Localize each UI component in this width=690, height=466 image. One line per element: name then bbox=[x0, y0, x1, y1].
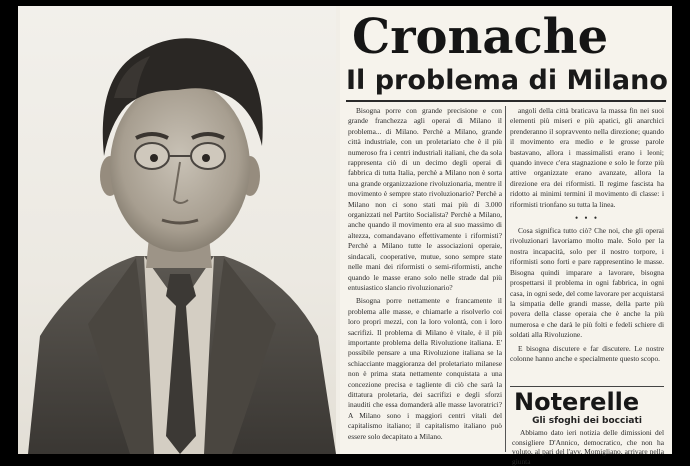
section-stars: • • • bbox=[575, 213, 599, 224]
paragraph: E bisogna discutere e far discutere. Le nostre colonne hanno anche e specialmente questo scopo. bbox=[510, 343, 664, 363]
portrait-photo bbox=[18, 6, 336, 454]
paragraph: Bisogna porre nettamente e francamente il problema alle masse, e chiamarle a risolverlo coi loro propri mezzi, con la loro volontà, con i loro sacrifizi. Il problema di Milano è vitale, è il più importante problema della Rivoluzione italiana. E' possibile pensare a una Rivoluzione italiana se la schiacciante maggioranza del proletariato milanese non è prima stata nettamente conquistata a una concezione precisa e tagliente di ciò che sarà la dittatura proletaria, dei sacrifizi e degli sforzi inauditi che essa domanderà alle masse lavoratrici? A Milano sono i maggiori centri vitali del capitalismo italiano; il capitalismo italiano può essere solo decapitato a Milano. bbox=[348, 296, 502, 441]
paragraph: Bisogna porre con grande precisione e con grande franchezza agli operai di Milano il problema... di Milano. Perchè a Milano, grande città industriale, con un proletariato che è il più numeroso fra i centri industriali italiani, che da sola rappresenta ciò di un decimo degli operai di fabbrica di tutta Italia, perchè a Milano non è sorta una grande organizzazione rivoluzionaria, mentre il movimento è sempre stato rivoluzionario? Perchè a Milano non ci sono stati mai più di 3.000 organizzati nel Partito Socialista? Perchè a Milano, anche quando il movimento era al suo massimo di altezza, comandavano effettivamente i riformisti? Perchè a Milano tutte le associazioni operaie, sindacali, cooperative, mutue, sono sempre state nelle mani dei riformisti o semi-riformisti, anche quando le masse erano solo nelle strade dal più entusiastico slancio rivoluzionario? bbox=[348, 106, 502, 292]
paragraph: Cosa significa tutto ciò? Che noi, che gli operai rivoluzionari lavoriamo molto male. Solo per la nostra incapacità, solo per il nostro torpore, i riformisti sono forti e pare rappresentino le masse. Bisogna quindi imparare a lavorare, bisogna prospettarsi il problema in ogni fabbrica, in ogni casa, in ogni sede, del come lavorare per acquistarsi la simpatia delle grandi masse, della parte più povera della classe operaia che è anche la più numerosa e che darà le più folti e fedeli schiere di soldati alla Rivoluzione. bbox=[510, 226, 664, 340]
headline-rule bbox=[346, 100, 666, 102]
article-headline: Il problema di Milano bbox=[346, 65, 668, 96]
notes-subheading: Gli sfoghi dei bocciati bbox=[532, 416, 642, 426]
masthead-title: Cronache bbox=[352, 9, 609, 65]
notes-paragraph: Abbiamo dato ieri notizia delle dimissioni del consigliere D'Annico, democratico, che non ha voluto, al pari del l'avv. Momigliano, arrivare nella giunta bbox=[512, 428, 664, 466]
article-column-left bbox=[348, 106, 502, 452]
column-divider bbox=[505, 106, 506, 452]
portrait-illustration bbox=[18, 6, 336, 454]
paragraph: angoli della città braticava la massa fin nei suoi elementi più miseri e più apatici, gli anarchici prenderanno il sopravvento nella direzione; quando il movimento era medio e le grosse parole bastavano, allora i massimalisti erano i leoni; quando invece c'era stagnazione e solo le forze più attive organizzate erano avanzate, allora la direzione era dei riformisti. Il regime fascista ha ridotto ai minimi termini il movimento di classe: i riformisti trionfano su tutta la linea. bbox=[510, 106, 664, 209]
notes-heading: Noterelle bbox=[514, 388, 640, 416]
article-column-right bbox=[510, 106, 664, 384]
newspaper-page bbox=[340, 6, 672, 466]
